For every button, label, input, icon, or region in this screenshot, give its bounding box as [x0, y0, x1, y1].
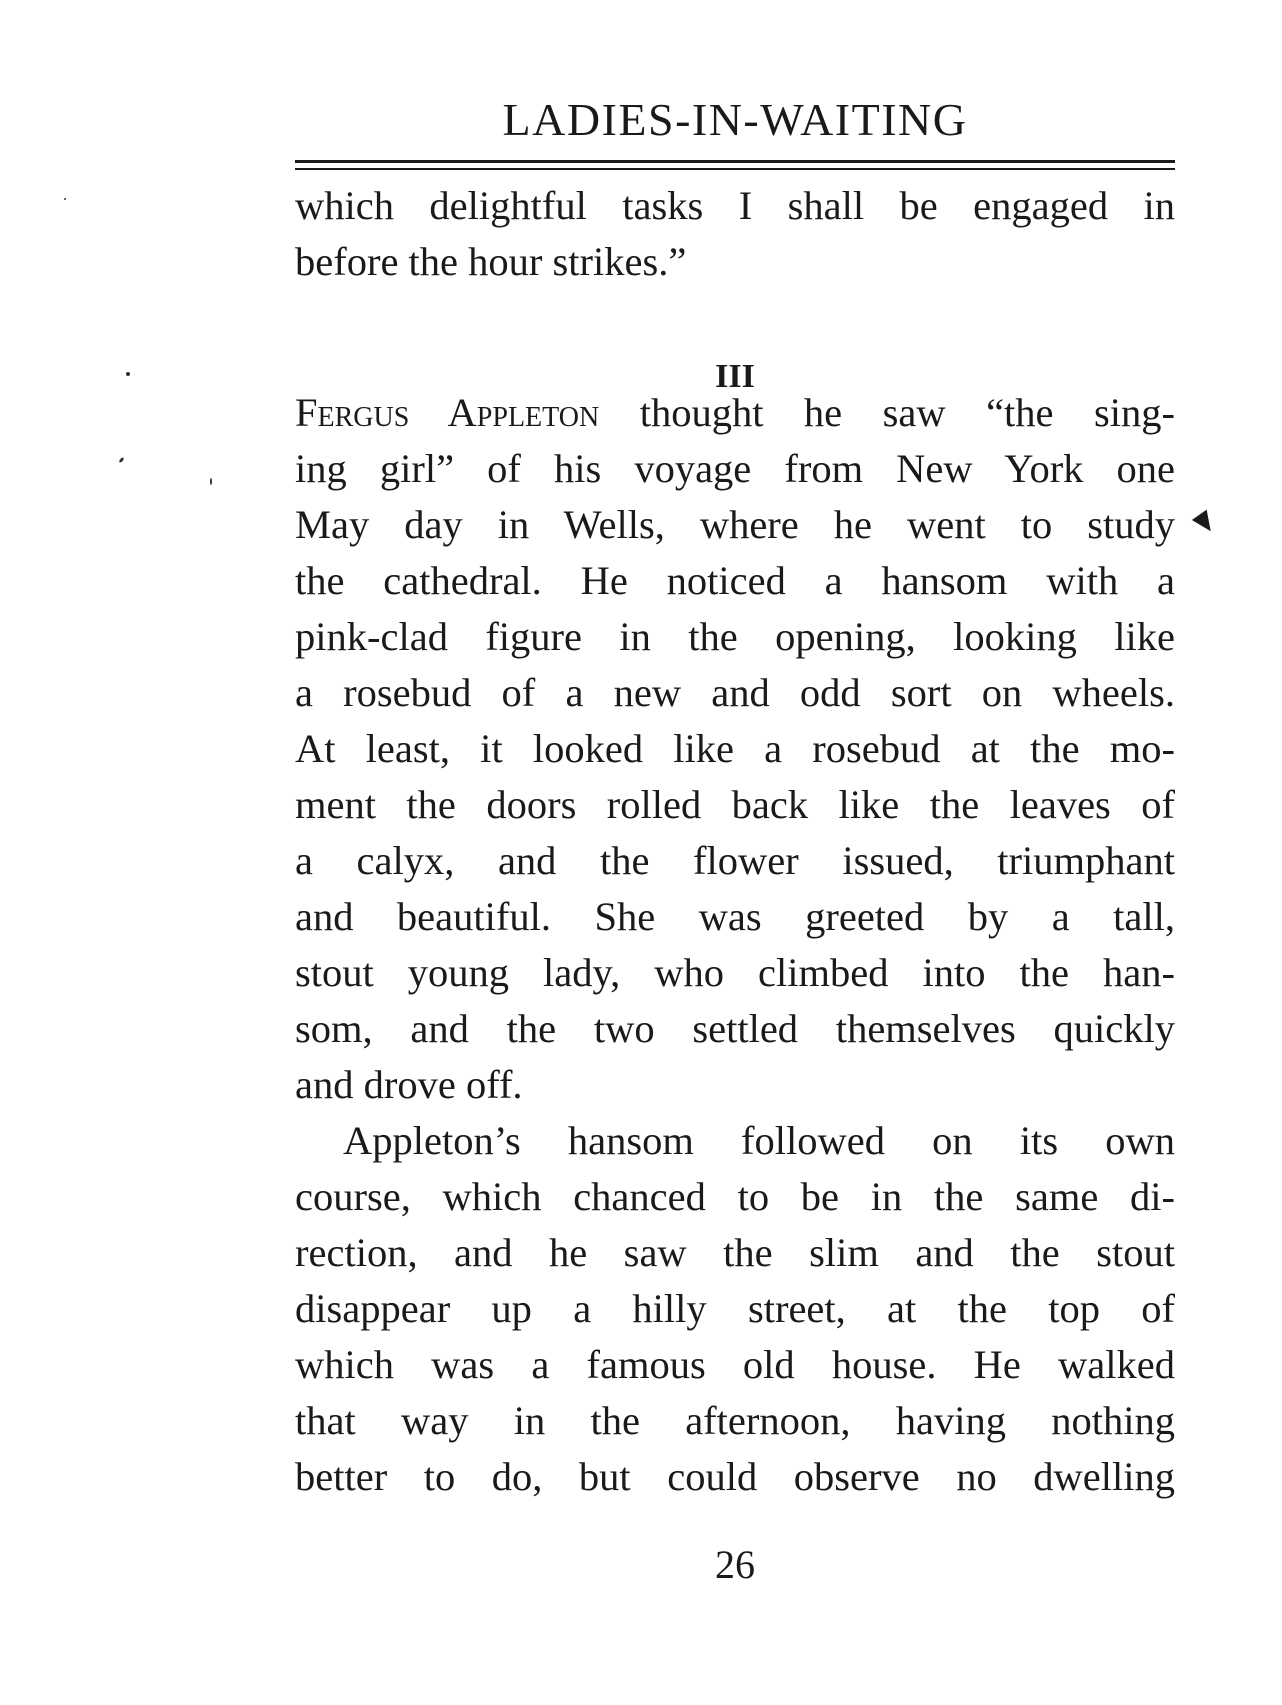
- scan-speck: [64, 198, 66, 200]
- text-line: which delightful tasks I shall be engaged in: [295, 183, 1175, 228]
- text-line: disappear up a hilly street, at the top of: [295, 1286, 1175, 1331]
- paragraph-1: [295, 385, 1175, 1113]
- paragraph-2: [295, 1113, 1175, 1505]
- text-line: stout young lady, who climbed into the han-: [295, 950, 1175, 995]
- text-line: a rosebud of a new and odd sort on wheels.: [295, 670, 1175, 715]
- text-line: that way in the afternoon, having nothing: [295, 1398, 1175, 1443]
- text-line: and drove off.: [295, 1062, 523, 1107]
- text-line: better to do, but could observe no dwelling: [295, 1454, 1175, 1499]
- page-number: 26: [715, 1542, 755, 1587]
- text-line: ment the doors rolled back like the leaves of: [295, 782, 1175, 827]
- text-line: course, which chanced to be in the same di-: [295, 1174, 1175, 1219]
- text-line: pink-clad figure in the opening, looking like: [295, 614, 1175, 659]
- scan-speck: [210, 478, 212, 485]
- scan-mark: [1192, 510, 1218, 537]
- running-head: LADIES-IN-WAITING: [502, 94, 968, 145]
- scan-speck: [126, 372, 130, 376]
- scan-speck: [118, 457, 124, 464]
- first-line-rest: thought he saw “the sing-: [639, 390, 1176, 435]
- header-rule-top: [295, 160, 1175, 163]
- section-number: III: [715, 358, 755, 395]
- lead-name: Fergus Appleton: [295, 390, 600, 435]
- text-line: before the hour strikes.”: [295, 239, 687, 284]
- header-rule-bottom: [295, 168, 1175, 170]
- text-line: rection, and he saw the slim and the stout: [295, 1230, 1175, 1275]
- text-line: May day in Wells, where he went to study: [295, 502, 1175, 547]
- text-line: At least, it looked like a rosebud at the mo-: [295, 726, 1175, 771]
- text-line-indented: Appleton’s hansom followed on its own: [343, 1118, 1175, 1163]
- text-line-first: [295, 385, 1175, 441]
- text-line: ing girl” of his voyage from New York one: [295, 446, 1175, 491]
- text-line: som, and the two settled themselves quickly: [295, 1006, 1175, 1051]
- text-line: the cathedral. He noticed a hansom with a: [295, 558, 1175, 603]
- text-line: and beautiful. She was greeted by a tall,: [295, 894, 1175, 939]
- text-line: which was a famous old house. He walked: [295, 1342, 1175, 1387]
- text-line: a calyx, and the flower issued, triumphant: [295, 838, 1175, 883]
- continuation-text: [295, 178, 1175, 290]
